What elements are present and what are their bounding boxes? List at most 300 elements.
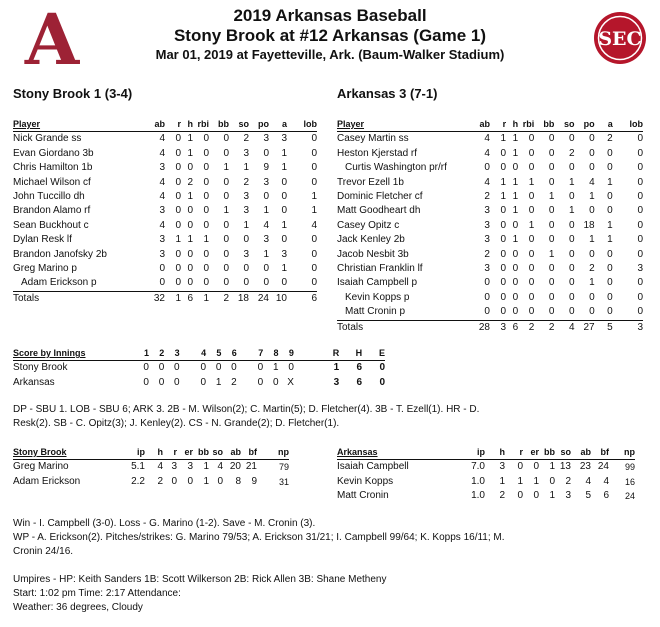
- stat-so: 2: [568, 147, 575, 159]
- total-po: 24: [257, 292, 269, 304]
- col-header-player: Player: [13, 117, 147, 132]
- stat-ab: 2: [484, 248, 490, 260]
- col-header-rbi: rbi: [518, 117, 534, 132]
- col-header-bb: bb: [193, 445, 209, 460]
- stat-ab: 8: [235, 475, 241, 487]
- rhe-value: 3: [333, 376, 340, 388]
- inning-runs: 0: [215, 362, 222, 374]
- player-name: Christian Franklin lf: [337, 263, 423, 275]
- stat-a: 3: [281, 248, 287, 260]
- rhe-header: R: [313, 346, 340, 361]
- stat-ip: 7.0: [471, 461, 485, 473]
- inning-runs: 0: [158, 362, 165, 374]
- stat-lob: 0: [637, 176, 643, 188]
- stat-r: 0: [171, 475, 177, 487]
- stat-h: 0: [187, 219, 193, 231]
- stat-h: 0: [187, 248, 193, 260]
- player-name: Curtis Washington pr/rf: [345, 162, 447, 174]
- stat-so: 0: [568, 234, 575, 246]
- stat-so: 0: [568, 133, 575, 145]
- inning-runs: 0: [174, 362, 180, 374]
- player-name: Adam Erickson p: [13, 276, 147, 291]
- col-header-bb: bb: [534, 117, 554, 132]
- table-row: [337, 219, 643, 233]
- stat-r: 0: [500, 263, 507, 275]
- stat-so: 3: [565, 490, 571, 502]
- stat-bb: 0: [223, 263, 229, 275]
- stat-r: 0: [175, 263, 181, 275]
- table-row: [13, 460, 289, 475]
- inning-header: 6: [221, 346, 236, 361]
- stat-ab: 0: [484, 162, 490, 174]
- col-header-r: r: [163, 445, 177, 460]
- stat-ip: 1.0: [471, 490, 485, 502]
- stat-lob: 0: [637, 234, 643, 246]
- stat-ab: 0: [484, 277, 490, 289]
- game-notes-line2: Resk(2). SB - C. Opitz(3); J. Kenley(2). CS - N. Grande(2); D. Fletcher(1).: [13, 418, 340, 429]
- stat-bb: 1: [223, 162, 229, 174]
- table-row: [337, 147, 643, 161]
- inning-runs: 0: [200, 362, 207, 374]
- stat-h: 0: [187, 162, 193, 174]
- player-name: Brandon Janofsky 2b: [13, 248, 107, 260]
- stat-r: 0: [490, 305, 506, 320]
- stat-a: 0: [607, 277, 613, 289]
- inning-runs: 0: [200, 376, 207, 388]
- stat-a: 2: [607, 133, 613, 145]
- col-header-so: so: [209, 445, 223, 460]
- stat-np: 99: [624, 462, 635, 473]
- col-header-r: r: [490, 117, 506, 132]
- pitching-header-row: [337, 445, 635, 460]
- stat-so: 0: [568, 191, 575, 203]
- spacer: [180, 376, 191, 390]
- player-name: Sean Buckhout c: [13, 219, 89, 231]
- stat-er: 0: [533, 490, 539, 502]
- stat-h: 2: [499, 490, 505, 502]
- inning-runs: X: [287, 376, 294, 388]
- stat-po: 3: [263, 234, 269, 246]
- total-h: 6: [512, 321, 519, 333]
- stat-h: 0: [512, 277, 519, 289]
- total-lob: 6: [311, 292, 317, 304]
- sec-logo-text: SEC: [598, 28, 642, 50]
- col-header-lob: lob: [287, 117, 317, 132]
- stat-ab: 4: [484, 133, 490, 145]
- stat-so: 0: [568, 162, 575, 174]
- col-header-er: er: [523, 445, 539, 460]
- date-venue: Mar 01, 2019 at Fayetteville, Ark. (Baum-Walker Stadium): [155, 47, 505, 62]
- stat-h: 4: [157, 461, 163, 473]
- table-row: [337, 190, 643, 204]
- stat-rbi: 0: [528, 291, 535, 303]
- total-a: 10: [275, 292, 287, 304]
- stat-so: 3: [243, 248, 249, 260]
- stat-rbi: 1: [528, 219, 535, 231]
- table-row: [337, 291, 643, 305]
- col-header-po: po: [575, 117, 595, 132]
- stat-bb: 0: [223, 176, 229, 188]
- col-header-h: h: [181, 117, 193, 132]
- col-header-rbi: rbi: [193, 117, 209, 132]
- stat-h: 0: [512, 291, 519, 303]
- stat-rbi: 0: [528, 133, 535, 145]
- col-header-r: r: [165, 117, 181, 132]
- stat-bb: 1: [548, 248, 555, 260]
- stat-po: 0: [263, 191, 269, 203]
- stat-h: 0: [512, 219, 519, 231]
- stat-bb: 0: [223, 147, 229, 159]
- col-header-ab: ab: [147, 117, 165, 132]
- stat-h: 1: [187, 133, 193, 145]
- stat-er: 3: [187, 461, 193, 473]
- stat-rbi: 0: [528, 205, 535, 217]
- table-row: [13, 204, 317, 218]
- stat-so: 1: [568, 176, 575, 188]
- stat-bf: 6: [603, 490, 609, 502]
- stat-rbi: 0: [528, 191, 535, 203]
- linescore-row: [13, 376, 385, 390]
- inning-header: 3: [164, 346, 179, 361]
- stat-rbi: 0: [203, 147, 209, 159]
- stat-ip: 1.0: [471, 475, 485, 487]
- stat-bf: 4: [603, 475, 609, 487]
- stat-ip: 5.1: [131, 461, 145, 473]
- stat-bb: 0: [548, 147, 555, 159]
- stat-a: 0: [281, 176, 287, 188]
- table-row: [13, 190, 317, 204]
- stat-np: 31: [278, 476, 289, 487]
- stat-ab: 3: [484, 263, 490, 275]
- stat-rbi: 0: [528, 248, 535, 260]
- stat-po: 0: [263, 263, 269, 275]
- stat-lob: 0: [311, 133, 317, 145]
- pitcher-name: Kevin Kopps: [337, 475, 394, 487]
- stat-r: 0: [175, 176, 181, 188]
- col-header-h: h: [485, 445, 505, 460]
- wp-pitches-line2: Cronin 24/16.: [13, 546, 74, 557]
- stat-bb: 0: [223, 219, 229, 231]
- player-name: Dylan Resk lf: [13, 234, 72, 246]
- stat-a: 0: [607, 248, 613, 260]
- player-name: Nick Grande ss: [13, 133, 82, 145]
- inning-runs: 0: [231, 362, 237, 374]
- col-header-np: np: [257, 445, 289, 460]
- col-header-h: h: [506, 117, 518, 132]
- stat-so: 0: [568, 291, 575, 303]
- pitching-team-label: Arkansas: [337, 445, 459, 460]
- stat-ab: 3: [484, 234, 490, 246]
- stat-r: 0: [500, 234, 507, 246]
- pitcher-name: Matt Cronin: [337, 490, 389, 502]
- col-header-np: np: [609, 445, 635, 460]
- stat-a: 1: [281, 263, 287, 275]
- player-name: Matt Cronin p: [337, 305, 472, 320]
- stat-so: 3: [243, 147, 249, 159]
- stat-so: 13: [559, 461, 571, 473]
- inning-runs: 0: [257, 362, 264, 374]
- stat-lob: 0: [311, 176, 317, 188]
- stat-po: 0: [589, 248, 595, 260]
- stat-h: 2: [157, 475, 163, 487]
- stat-h: 0: [512, 162, 519, 174]
- stat-r: 0: [175, 162, 181, 174]
- pitcher-name: Isaiah Campbell: [337, 461, 409, 473]
- stat-rbi: 0: [193, 276, 209, 291]
- pitcher-name: Greg Marino: [13, 461, 69, 473]
- stat-bb: 0: [548, 205, 555, 217]
- stat-rbi: 0: [203, 205, 209, 217]
- stat-ab: 3: [159, 205, 165, 217]
- stat-lob: 0: [637, 191, 643, 203]
- stat-lob: 0: [311, 263, 317, 275]
- stat-lob: 0: [311, 234, 317, 246]
- stat-po: 3: [263, 176, 269, 188]
- stat-po: 4: [589, 176, 595, 188]
- stat-so: 0: [243, 234, 249, 246]
- totals-row: [13, 291, 317, 306]
- stat-a: 0: [607, 162, 613, 174]
- stat-so: 0: [568, 277, 575, 289]
- spacer: [294, 376, 313, 390]
- stat-lob: 0: [311, 248, 317, 260]
- stat-po: 4: [263, 219, 269, 231]
- col-header-h: h: [145, 445, 163, 460]
- stat-a: 0: [269, 276, 287, 291]
- total-r: 3: [500, 321, 507, 333]
- pitching-team-label: Stony Brook: [13, 445, 123, 460]
- stat-po: 2: [589, 263, 595, 275]
- player-name: Casey Opitz c: [337, 219, 400, 231]
- stat-lob: 3: [637, 263, 643, 275]
- table-row: [13, 219, 317, 233]
- table-row: [13, 248, 317, 262]
- player-name: Heston Kjerstad rf: [337, 147, 418, 159]
- stat-po: 0: [263, 147, 269, 159]
- spacer: [237, 346, 248, 361]
- stat-po: 3: [263, 133, 269, 145]
- stat-bb: 1: [549, 490, 555, 502]
- table-row: [337, 233, 643, 247]
- stat-bb: 0: [548, 176, 555, 188]
- stat-rbi: 0: [528, 147, 535, 159]
- stat-ab: 3: [159, 248, 165, 260]
- stat-r: 0: [175, 219, 181, 231]
- report-title: 2019 Arkansas Baseball: [233, 6, 427, 25]
- stat-so: 0: [554, 305, 574, 320]
- col-header-ip: ip: [123, 445, 145, 460]
- stat-so: 0: [229, 276, 249, 291]
- stat-rbi: 0: [528, 162, 535, 174]
- spacer: [237, 361, 248, 376]
- col-header-player: Player: [337, 117, 472, 132]
- stat-r: 3: [171, 461, 177, 473]
- total-ab: 32: [153, 292, 165, 304]
- stat-lob: 0: [637, 133, 643, 145]
- stat-r: 0: [500, 205, 507, 217]
- stat-bb: 0: [548, 291, 555, 303]
- stat-ab: 3: [484, 219, 490, 231]
- stat-so: 3: [243, 191, 249, 203]
- stat-so: 4: [217, 461, 223, 473]
- game-matchup: Stony Brook at #12 Arkansas (Game 1): [173, 26, 487, 45]
- linescore-row: [13, 361, 385, 376]
- stat-np: 16: [624, 476, 635, 487]
- stat-ab: 4: [585, 475, 591, 487]
- wp-pitches-line1: WP - A. Erickson(2). Pitches/strikes: G. Marino 79/53; A. Erickson 31/21; I. Campbell 99/64; K. Kopps 16/11; M.: [13, 532, 505, 543]
- stat-a: 1: [607, 176, 613, 188]
- stat-rbi: 1: [528, 176, 535, 188]
- stat-bf: 21: [245, 461, 257, 473]
- start-time-attendance: Start: 1:02 pm Time: 2:17 Attendance:: [13, 588, 181, 599]
- table-row: [337, 161, 643, 175]
- rhe-value: 1: [333, 362, 340, 374]
- spacer: [237, 376, 248, 390]
- pitching-header-row: [13, 445, 289, 460]
- inning-runs: 0: [174, 376, 180, 388]
- stat-ab: 3: [484, 205, 490, 217]
- player-name: Casey Martin ss: [337, 133, 409, 145]
- stat-bb: 0: [223, 191, 229, 203]
- stat-lob: 0: [311, 147, 317, 159]
- stat-bb: 0: [534, 305, 554, 320]
- stat-h: 2: [187, 176, 193, 188]
- total-so: 18: [237, 292, 249, 304]
- stat-lob: 1: [311, 205, 317, 217]
- stat-er: 0: [187, 475, 193, 487]
- stat-er: 0: [533, 461, 539, 473]
- player-name: Isaiah Campbell p: [337, 277, 418, 289]
- stat-a: 0: [281, 191, 287, 203]
- stat-lob: 0: [287, 276, 317, 291]
- stat-po: 0: [589, 133, 595, 145]
- umpires: Umpires - HP: Keith Sanders 1B: Scott Wilkerson 2B: Rick Allen 3B: Shane Metheny: [13, 574, 387, 585]
- stat-ab: 4: [159, 176, 165, 188]
- stat-so: 1: [243, 219, 249, 231]
- stat-ab: 4: [484, 176, 490, 188]
- totals-label: Totals: [337, 321, 364, 333]
- stat-r: 0: [165, 276, 181, 291]
- stat-r: 0: [500, 162, 507, 174]
- stat-so: 3: [243, 205, 249, 217]
- inning-header: 1: [134, 346, 149, 361]
- table-row: [337, 248, 643, 262]
- stat-h: 1: [512, 133, 519, 145]
- col-header-ab: ab: [571, 445, 591, 460]
- table-row: [13, 233, 317, 247]
- stat-h: 0: [512, 248, 519, 260]
- table-row: [337, 475, 635, 489]
- stat-lob: 1: [311, 191, 317, 203]
- stat-r: 1: [175, 234, 181, 246]
- stat-r: 0: [175, 248, 181, 260]
- player-name: Greg Marino p: [13, 263, 77, 275]
- stat-ab: 3: [159, 234, 165, 246]
- table-row: [13, 276, 317, 291]
- col-header-ip: ip: [459, 445, 485, 460]
- col-header-bf: bf: [591, 445, 609, 460]
- stat-po: 0: [589, 162, 595, 174]
- linescore-table: [13, 346, 385, 390]
- player-name: Chris Hamilton 1b: [13, 162, 93, 174]
- stat-lob: 0: [637, 147, 643, 159]
- stat-bb: 1: [223, 205, 229, 217]
- table-row: [337, 276, 643, 290]
- stat-so: 0: [568, 263, 575, 275]
- inning-runs: 0: [143, 362, 149, 374]
- stat-bf: 24: [597, 461, 609, 473]
- stat-a: 0: [607, 147, 613, 159]
- stat-so: 1: [243, 162, 249, 174]
- stat-rbi: 0: [203, 162, 209, 174]
- stat-bb: 1: [203, 461, 209, 473]
- rhe-header: E: [362, 346, 385, 361]
- stat-so: 1: [568, 205, 575, 217]
- stat-lob: 0: [637, 277, 643, 289]
- table-row: [337, 176, 643, 190]
- col-header-r: r: [505, 445, 523, 460]
- stat-po: 1: [589, 191, 595, 203]
- stat-h: 0: [512, 263, 519, 275]
- stat-ab: 0: [472, 305, 490, 320]
- inning-runs: 2: [231, 376, 237, 388]
- table-row: [13, 147, 317, 161]
- stat-rbi: 0: [528, 234, 535, 246]
- inning-runs: 1: [272, 362, 279, 374]
- stat-h: 1: [512, 176, 519, 188]
- stat-a: 1: [281, 147, 287, 159]
- stat-so: 0: [568, 219, 575, 231]
- stat-ab: 4: [159, 191, 165, 203]
- stat-ab: 0: [147, 276, 165, 291]
- stat-r: 1: [500, 176, 507, 188]
- linescore-header-row: [13, 346, 385, 361]
- stat-rbi: 0: [203, 219, 209, 231]
- batting-header-row: [337, 117, 643, 132]
- stat-rbi: 0: [528, 263, 535, 275]
- visitor-pitching-table: [13, 445, 289, 489]
- stat-h: 0: [181, 276, 193, 291]
- stat-bb: 0: [549, 475, 555, 487]
- inning-runs: 0: [158, 376, 165, 388]
- player-name: Jacob Nesbit 3b: [337, 248, 409, 260]
- col-header-so: so: [229, 117, 249, 132]
- col-header-bb: bb: [209, 117, 229, 132]
- stat-h: 1: [512, 147, 519, 159]
- home-team-heading: Arkansas 3 (7-1): [337, 86, 438, 101]
- player-name: Dominic Fletcher cf: [337, 191, 423, 203]
- stat-rbi: 0: [203, 191, 209, 203]
- visitor-team-heading: Stony Brook 1 (3-4): [13, 86, 133, 101]
- stat-np: 79: [278, 462, 289, 473]
- stat-r: 1: [517, 475, 523, 487]
- stat-po: 1: [263, 205, 269, 217]
- stat-po: 0: [589, 205, 595, 217]
- stat-r: 1: [500, 191, 507, 203]
- stat-lob: 0: [613, 305, 643, 320]
- stat-bb: 0: [223, 133, 229, 145]
- stat-po: 1: [589, 277, 595, 289]
- stat-so: 2: [243, 133, 249, 145]
- visitor-batting-table: [13, 117, 317, 306]
- player-name: Evan Giordano 3b: [13, 147, 94, 159]
- stat-po: 0: [575, 305, 595, 320]
- col-header-a: a: [269, 117, 287, 132]
- stat-bb: 0: [548, 263, 555, 275]
- spacer: [294, 361, 313, 376]
- stat-r: 0: [175, 147, 181, 159]
- inning-runs: 0: [288, 362, 294, 374]
